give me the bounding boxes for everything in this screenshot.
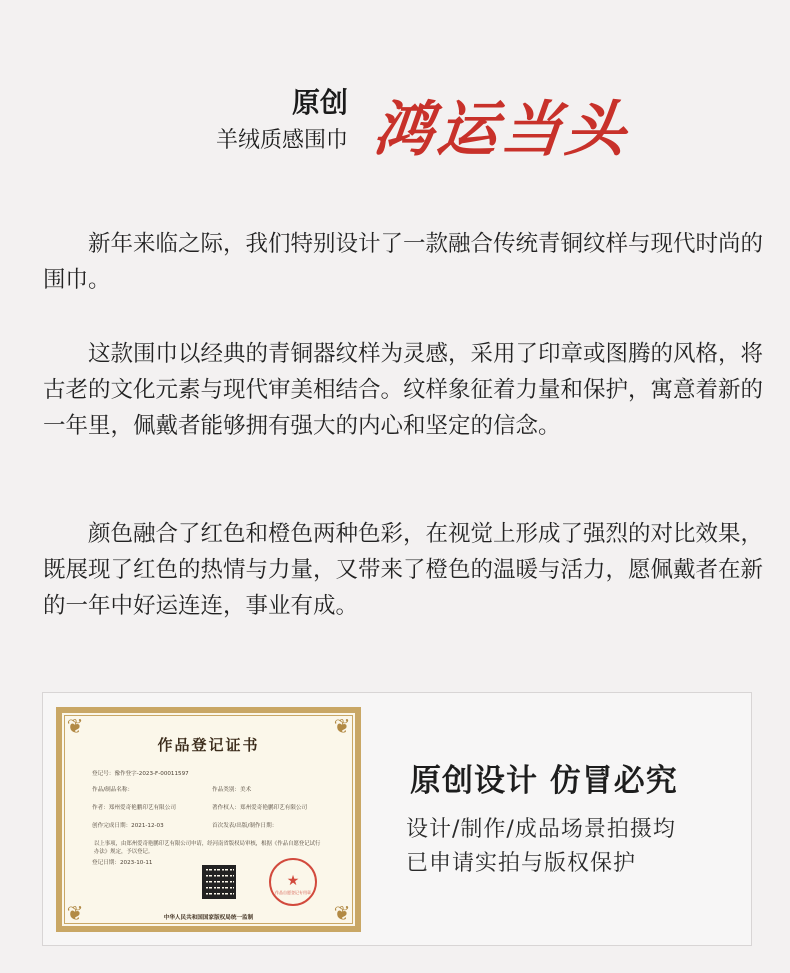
certificate-footer: 中华人民共和国国家版权局统一监制 [163,915,254,921]
certificate-published: 首次发表/出版/制作日期： [212,823,278,829]
qr-code-icon [202,865,236,899]
ornament-icon: ❦ [333,714,351,738]
certificate-image [56,707,361,932]
seal-text: 作品自愿登记专用章 [275,890,311,895]
ornament-icon: ❦ [66,901,84,925]
certificate-work-type: 作品类别：美术 [212,787,252,793]
copyright-section [42,692,752,946]
certificate-reg-date: 登记日期：2023-10-11 [92,860,153,866]
ornament-icon: ❦ [66,714,84,738]
certificate-owner: 著作权人：郑州爱奇艳鹏印艺有限公司 [212,805,308,811]
notice-description [406,813,676,881]
certificate-work-name: 作品/制品名称： [92,787,134,793]
official-seal [269,858,317,906]
certificate-reg-no: 登记号：豫作登字-2023-F-00011597 [92,771,189,777]
page-title: 鸿运当头 [369,95,634,165]
star-icon: ★ [286,873,300,889]
certificate-title: 作品登记证书 [157,736,260,754]
certificate-author: 作者：郑州爱奇艳鹏印艺有限公司 [92,805,176,811]
certificate-body: 以上事项，由郑州爱奇艳鹏印艺有限公司申请，经河南省版权局审核，根据《作品自愿登记试行办法》规定，予以登记。 [94,841,321,855]
notice-line-1: 设计/制作/成品场景拍摄均 [406,817,676,842]
notice-line-2: 已申请实拍与版权保护 [406,851,637,876]
header-original: 原创 [291,86,348,119]
paragraph-color: 颜色融合了红色和橙色两种色彩，在视觉上形成了强烈的对比效果，既展现了红色的热情与力量，又带来了橙色的温暖与活力，愿佩戴者在新的一年中好运连连，事业有成。 [43,521,764,619]
paragraph-design: 这款围巾以经典的青铜器纹样为灵感，采用了印章或图腾的风格，将古老的文化元素与现代审美相结合。纹样象征着力量和保护，寓意着新的一年里，佩戴者能够拥有强大的内心和坚定的信念。 [43,341,764,439]
paragraph-intro: 新年来临之际，我们特别设计了一款融合传统青铜纹样与现代时尚的围巾。 [43,231,764,293]
ornament-icon: ❦ [333,901,351,925]
header-subtitle: 羊绒质感围巾 [215,128,348,153]
header-left [216,84,348,158]
certificate-created: 创作完成日期：2021-12-03 [92,823,164,829]
notice-heading: 原创设计 仿冒必究 [410,763,678,799]
